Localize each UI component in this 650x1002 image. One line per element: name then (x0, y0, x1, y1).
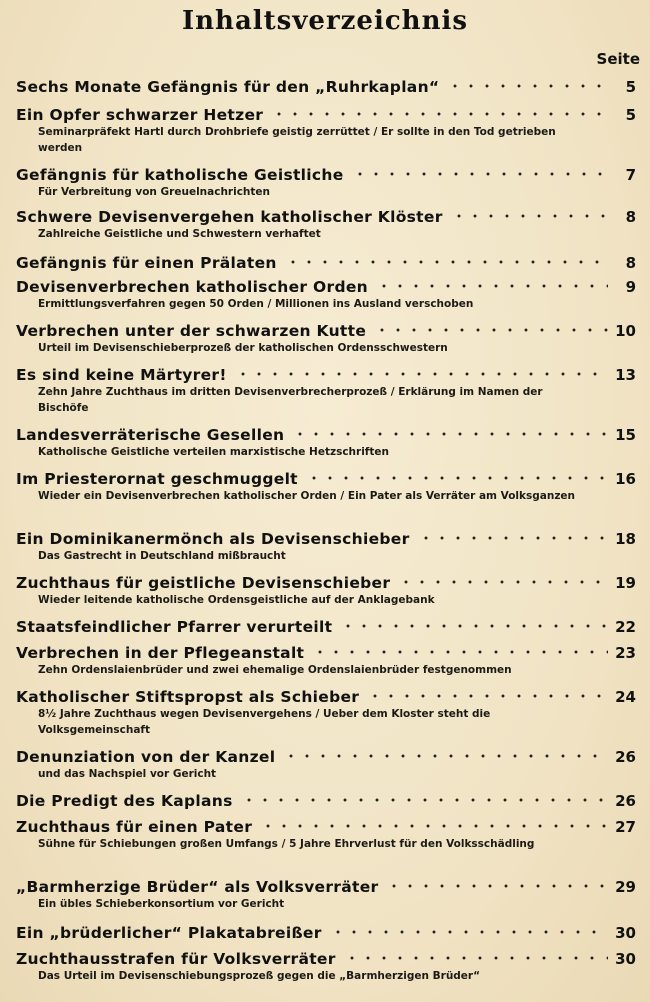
toc-entry-page-number: 30 (615, 950, 636, 968)
toc-entry-page-number: 29 (615, 878, 636, 896)
toc-entry-page-number: 18 (615, 530, 636, 548)
toc-entry (16, 166, 636, 200)
toc-entry-title: Landesverräterische Gesellen (16, 426, 285, 444)
toc-entry-subtitle: Das Gastrecht in Deutschland mißbraucht (38, 550, 286, 562)
toc-entry (16, 924, 636, 942)
toc-entry-head (16, 254, 636, 272)
toc-entry-title: Staatsfeindlicher Pfarrer verurteilt (16, 618, 333, 636)
toc-entry-subtitle: Das Urteil im Devisenschiebungsprozeß gegen die „Barmherzigen Brüder“ (38, 970, 481, 982)
page-title: Inhaltsverzeichnis (181, 6, 469, 36)
toc-entry-head (16, 470, 636, 488)
toc-entry-title: Verbrechen in der Pflegeanstalt (16, 644, 305, 662)
toc-entry-page-number: 30 (615, 924, 636, 942)
toc-entry (16, 78, 636, 96)
toc-entry (16, 530, 636, 564)
toc-entry-subtitle: Urteil im Devisenschieberprozeß der katholischen Ordensschwestern (38, 342, 448, 354)
toc-entry-subtitle: 8½ Jahre Zuchthaus wegen Devisenvergehens / Ueber dem Kloster steht die Volksgemeinschaft (38, 708, 491, 736)
dot-leader (241, 794, 608, 806)
toc-entry-title: Ein Dominikanermönch als Devisenschieber (16, 530, 410, 548)
toc-entry-page-number: 13 (615, 366, 636, 384)
toc-entry-head (16, 878, 636, 896)
toc-entry-head (16, 688, 636, 706)
toc-entry-page-number: 24 (615, 688, 636, 706)
toc-entry-page-number: 10 (615, 322, 636, 340)
toc-entry-page-number: 26 (615, 748, 636, 766)
dot-leader (235, 368, 608, 380)
toc-entry-head (16, 426, 636, 444)
toc-entry-subtitle: Zehn Jahre Zuchthaus im dritten Devisenverbrecherprozeß / Erklärung im Namen der Bischöfe (38, 386, 543, 414)
toc-entry-page-number: 16 (615, 470, 636, 488)
toc-entry-head (16, 618, 636, 636)
toc-entry-subtitle: Sühne für Schiebungen großen Umfangs / 5 Jahre Ehrverlust für den Volksschädling (38, 838, 535, 850)
toc-entry (16, 322, 636, 356)
toc-entry-head (16, 278, 636, 296)
toc-entry-head (16, 166, 636, 184)
toc-entry-page-number: 5 (625, 78, 636, 96)
toc-entry (16, 618, 636, 636)
dot-leader (374, 324, 608, 336)
toc-entry-page-number: 27 (615, 818, 636, 836)
toc-entry-title: Es sind keine Märtyrer! (16, 366, 227, 384)
toc-entry-head (16, 644, 636, 662)
toc-entry-head (16, 530, 636, 548)
toc-entry-subtitle: Zehn Ordenslaienbrüder und zwei ehemalige Ordenslaienbrüder festgenommen (38, 664, 512, 676)
toc-entry-page-number: 8 (625, 208, 636, 226)
toc-entry-page-number: 19 (615, 574, 636, 592)
dot-leader (386, 880, 608, 892)
toc-entry-subtitle: Wieder ein Devisenverbrechen katholischer Orden / Ein Pater als Verräter am Volksganzen (38, 490, 576, 502)
toc-entry-head (16, 924, 636, 942)
toc-entry-head (16, 792, 636, 810)
toc-entry-title: Denunziation von der Kanzel (16, 748, 276, 766)
toc-entry-subtitle: Zahlreiche Geistliche und Schwestern verhaftet (38, 228, 321, 240)
toc-entry (16, 254, 636, 272)
toc-entry-subtitle: Für Verbreitung von Greuelnachrichten (38, 186, 271, 198)
dot-leader (312, 646, 608, 658)
toc-entry-head (16, 748, 636, 766)
toc-entry-title: Ein Opfer schwarzer Hetzer (16, 106, 264, 124)
toc-entry-title: Im Priesterornat geschmuggelt (16, 470, 298, 488)
toc-entry (16, 644, 636, 678)
toc-entry-page-number: 15 (615, 426, 636, 444)
toc-entry-subtitle: Katholische Geistliche verteilen marxistische Hetzschriften (38, 446, 389, 458)
toc-entry-title: Zuchthausstrafen für Volksverräter (16, 950, 336, 968)
dot-leader (367, 690, 608, 702)
toc-entry-head (16, 574, 636, 592)
dot-leader (418, 532, 608, 544)
dot-leader (398, 576, 608, 588)
toc-entry (16, 878, 636, 912)
toc-entry-title: Gefängnis für einen Prälaten (16, 254, 277, 272)
toc-entry-title: Gefängnis für katholische Geistliche (16, 166, 344, 184)
dot-leader (292, 428, 608, 440)
toc-entry-head (16, 106, 636, 124)
toc-entry-title: Sechs Monate Gefängnis für den „Ruhrkaplan“ (16, 78, 440, 96)
dot-leader (376, 280, 608, 292)
toc-entry (16, 950, 636, 984)
toc-entry-head (16, 818, 636, 836)
toc-entry-title: Zuchthaus für einen Pater (16, 818, 253, 836)
toc-entry-title: Katholischer Stiftspropst als Schieber (16, 688, 360, 706)
toc-entry-subtitle: Wieder leitende katholische Ordensgeistliche auf der Anklagebank (38, 594, 435, 606)
dot-leader (344, 952, 608, 964)
toc-entry-head (16, 950, 636, 968)
toc-entry-page-number: 9 (625, 278, 636, 296)
toc-entry-subtitle: Ermittlungsverfahren gegen 50 Orden / Millionen ins Ausland verschoben (38, 298, 474, 310)
dot-leader (340, 620, 608, 632)
toc-entry-page-number: 23 (615, 644, 636, 662)
dot-leader (271, 108, 608, 120)
toc-entry (16, 278, 636, 312)
toc-entry (16, 366, 636, 416)
dot-leader (283, 750, 608, 762)
toc-entry (16, 106, 636, 156)
toc-entry (16, 818, 636, 852)
dot-leader (447, 80, 608, 92)
toc-entry-title: Devisenverbrechen katholischer Orden (16, 278, 368, 296)
toc-entry-page-number: 7 (625, 166, 636, 184)
toc-entry-page-number: 5 (625, 106, 636, 124)
toc-entry-title: Schwere Devisenvergehen katholischer Klöster (16, 208, 443, 226)
dot-leader (306, 472, 608, 484)
toc-entry (16, 470, 636, 504)
dot-leader (352, 168, 608, 180)
dot-leader (330, 926, 608, 938)
toc-entry-subtitle: Seminarpräfekt Hartl durch Drohbriefe geistig zerrüttet / Er sollte in den Tod getrieben werden (38, 126, 556, 154)
toc-entry-title: Zuchthaus für geistliche Devisenschieber (16, 574, 391, 592)
page-column-label: Seite (596, 50, 640, 68)
toc-entry (16, 574, 636, 608)
toc-entry-title: Verbrechen unter der schwarzen Kutte (16, 322, 367, 340)
dot-leader (260, 820, 608, 832)
toc-entry-page-number: 26 (615, 792, 636, 810)
toc-entry-title: Ein „brüderlicher“ Plakatabreißer (16, 924, 322, 942)
toc-entry-subtitle: Ein übles Schieberkonsortium vor Gericht (38, 898, 285, 910)
toc-entry-page-number: 22 (615, 618, 636, 636)
toc-entry-head (16, 322, 636, 340)
dot-leader (285, 256, 608, 268)
toc-entry-head (16, 366, 636, 384)
toc-entry (16, 426, 636, 460)
toc-entry-page-number: 8 (625, 254, 636, 272)
toc-entry (16, 208, 636, 242)
dot-leader (451, 210, 608, 222)
toc-entry-title: „Barmherzige Brüder“ als Volksverräter (16, 878, 379, 896)
toc-entry (16, 748, 636, 782)
toc-entry-head (16, 208, 636, 226)
toc-entry (16, 688, 636, 738)
toc-entry (16, 792, 636, 810)
toc-entry-subtitle: und das Nachspiel vor Gericht (38, 768, 217, 780)
toc-entry-title: Die Predigt des Kaplans (16, 792, 233, 810)
toc-entry-head (16, 78, 636, 96)
